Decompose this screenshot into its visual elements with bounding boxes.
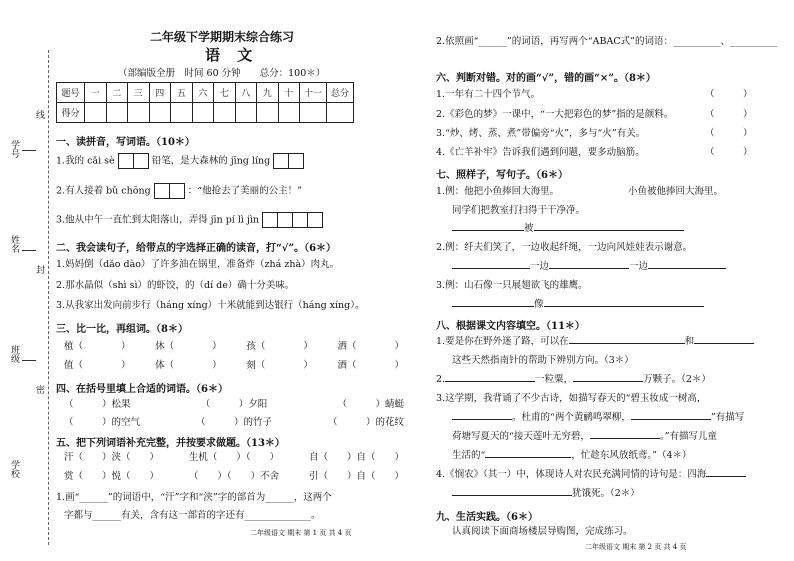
section-1-q2	[56, 183, 302, 199]
blank[interactable]	[573, 381, 643, 382]
binding-line	[48, 50, 49, 545]
pinyin-grid[interactable]	[262, 212, 323, 228]
fill-q1-cont: 这些天然指南针的帮助下辨别方向。（3＊）	[452, 355, 634, 366]
score-header-cell: 十一	[300, 83, 327, 103]
section-1-title: 一、读拼音，写词语。（10＊）	[56, 137, 195, 148]
score-header-cell: 十	[278, 83, 300, 103]
fill-phrase[interactable]: （ ）蜻蜓	[337, 399, 404, 410]
fill-q2-text-b: 万颗子。（2＊）	[643, 374, 711, 385]
keyword-bei: 被	[524, 223, 534, 234]
score-label-cell: 得分	[57, 103, 85, 123]
fill-q4-text-b: 犹饿死。（2＊）	[572, 488, 640, 499]
side-underline	[22, 150, 36, 151]
blank[interactable]	[590, 438, 660, 439]
fill-q2	[436, 374, 711, 386]
page-title: 二年级下学期期末综合练习	[150, 30, 295, 44]
example-3: 3.例：山石像一只展翅欲飞的雄鹰。	[436, 280, 588, 291]
keyword-xiang: 像	[534, 299, 544, 310]
fill-phrase[interactable]: （ ）松果	[64, 399, 131, 410]
score-cell[interactable]	[85, 103, 107, 123]
section-7-title: 七、照样子，写句子。（6＊）	[436, 170, 568, 181]
pinyin-grid[interactable]	[154, 183, 185, 199]
section-9-instruction: 认真阅读下面商场楼层导购图，完成练习。	[452, 526, 633, 537]
fill-q4-line2	[452, 488, 640, 500]
score-header-cell: 八	[235, 83, 257, 103]
score-header-cell: 一	[85, 83, 107, 103]
score-header-cell: 二	[106, 83, 128, 103]
section-2-q3: 3.从我家出发向前步行（háng xíng）十米就能到达银行（háng xíng）。	[56, 300, 365, 311]
score-row-points	[57, 103, 354, 123]
fill-q1	[436, 336, 754, 348]
example-1-answer[interactable]	[452, 223, 684, 235]
score-cell[interactable]	[327, 103, 354, 123]
section-5-title: 五、把下列词语补充完整，并按要求做题。（13＊）	[56, 438, 285, 449]
judge-item: 1.一年有二十四个节气。	[436, 89, 541, 100]
section-3-row-1	[64, 341, 404, 353]
fill-phrase[interactable]: （ ）的花纹	[327, 417, 404, 428]
fill-q3-text-c: ”有描写	[710, 412, 745, 423]
judge-answer[interactable]: （ ）	[705, 109, 753, 120]
section-4-title: 四、在括号里填上合适的词语。（6＊）	[56, 384, 228, 395]
blank[interactable]	[445, 381, 535, 382]
fill-q3: 3.这学期，我背诵了不少古诗，如描写春天的“碧玉妆成一树高，	[436, 393, 707, 404]
section-8-title: 八、根据课文内容填空。（11＊）	[436, 321, 585, 332]
blank[interactable]	[452, 495, 572, 496]
side-underline	[22, 360, 36, 361]
section-5-row-1	[64, 452, 404, 464]
score-cell[interactable]	[192, 103, 214, 123]
section-2-q2: 2.那水晶似（shì sì）的虾饺，的（dí de）确十分美味。	[56, 280, 295, 291]
pinyin-grid[interactable]	[118, 153, 149, 169]
seal-char-mi: 密	[34, 385, 44, 394]
fill-q3-text-e: 。”有描写儿童	[659, 431, 717, 442]
fill-q4-text: 4.《悯农》（其一）中，体现诗人对农民充满同情的诗句是：四海	[436, 469, 707, 480]
label-school: 学校	[9, 460, 19, 478]
fill-phrase[interactable]: （ ）的竹子	[195, 417, 272, 428]
score-header-cell: 七	[214, 83, 236, 103]
section-5-q1-cont: 字都与______有关，含有这一部首的字还有______________。	[64, 510, 321, 521]
label-student-id: 学号	[9, 140, 19, 158]
word-pair[interactable]: 酒（ ）	[337, 360, 404, 371]
side-underline	[22, 250, 36, 251]
example-3-answer[interactable]	[452, 299, 704, 311]
judge-answer[interactable]: （ ）	[705, 89, 753, 100]
word-pair[interactable]: 植（ ）	[64, 341, 131, 352]
blank[interactable]	[627, 343, 685, 344]
q3-text-a: 3.他从中午一直忙到太阳落山，弄得 jīn pí lì jìn	[56, 214, 260, 226]
blank[interactable]	[485, 457, 571, 458]
keyword-yibian: 一边	[629, 261, 649, 272]
score-cell[interactable]	[235, 103, 257, 123]
fill-q3-text-b: 。杜甫的“两个黄鹂鸣翠柳，	[512, 412, 631, 423]
blank[interactable]	[452, 419, 512, 420]
fill-q2-text: 一粒粟，	[535, 374, 574, 385]
idiom-fill[interactable]: 引（ ）自（ ）	[308, 471, 404, 482]
word-pair[interactable]: 体（ ）	[155, 360, 222, 371]
seal-char-xian: 线	[34, 110, 44, 119]
fill-q3-text-d: 荷塘写夏天的“接天莲叶无穷碧，	[452, 431, 590, 442]
pinyin-grid[interactable]	[273, 153, 304, 169]
score-header-cell: 题号	[57, 83, 85, 103]
word-pair[interactable]: 刻（ ）	[246, 360, 313, 371]
score-header-cell: 九	[257, 83, 279, 103]
idiom-fill[interactable]: 自（ ）自（ ）	[308, 452, 404, 463]
word-pair[interactable]: 休（ ）	[155, 341, 222, 352]
example-2-answer[interactable]	[452, 261, 726, 273]
section-6-title: 六、判断对错。对的画“√”，错的画“×”。（8＊）	[436, 73, 656, 84]
section-5-row-2	[64, 471, 404, 483]
fill-phrase[interactable]: （ ）的空气	[64, 417, 141, 428]
score-header-cell: 四	[149, 83, 171, 103]
idiom-fill[interactable]: （ ）（ ）不舍	[188, 471, 280, 482]
section-4-row-1	[64, 399, 404, 411]
fill-q3-text-g: ，忙趁东风放纸鸢。”（4＊）	[571, 450, 692, 461]
fill-q2-num: 2.	[436, 374, 446, 385]
footer-right: 二年级语文 期末 第 2 页 共 4 页	[585, 543, 687, 551]
judge-item: 4.《亡羊补牢》告诉我们遇到问题，要多动脑筋。	[436, 147, 645, 158]
idiom-fill[interactable]: 赏（ ）悦（ ）	[64, 471, 160, 482]
blank[interactable]	[631, 419, 711, 420]
idiom-fill[interactable]: 生机（ ）（ ）	[188, 452, 280, 463]
judge-item: 3.“炒、烤、蒸、煮”带偏旁“火”，多与“火”有关。	[436, 128, 646, 139]
label-class: 班级	[9, 345, 19, 363]
section-9-title: 九、生活实践。（6＊）	[436, 512, 538, 523]
section-1-q1	[56, 153, 304, 169]
score-cell[interactable]	[128, 103, 150, 123]
section-5-q1: 1.画“______”的词语中，“汗”字和“浃”字的部首为______，这两个	[56, 492, 332, 503]
section-2-q1: 1.妈妈倒（dǎo dào）了许多油在锅里，准备炸（zhá zhà）肉丸。	[56, 259, 340, 270]
section-3-row-2	[64, 360, 404, 372]
score-header-cell: 五	[171, 83, 193, 103]
right-q2: 2.依照画“______”的词语，再写两个“ABAC式”的词语：__________、__________	[436, 36, 778, 47]
blank[interactable]	[706, 476, 746, 477]
subject-title: 语 文	[205, 46, 259, 64]
q2-text-b: ：“他抢去了美丽的公主！”	[187, 185, 302, 197]
judge-answer[interactable]: （ ）	[705, 147, 753, 158]
idiom-fill[interactable]: 汗（ ）浃（ ）	[64, 452, 160, 463]
blank[interactable]	[569, 343, 627, 344]
q2-text-a: 2.有人接着 bǔ chōng	[56, 185, 151, 197]
score-table	[56, 82, 354, 123]
fill-q3-line2	[452, 412, 744, 424]
keyword-yibian: 一边	[530, 261, 550, 272]
section-4-row-2	[64, 417, 404, 429]
score-header-cell: 六	[192, 83, 214, 103]
score-cell[interactable]	[171, 103, 193, 123]
example-1-prompt: 同学们把教室打扫得干干净净。	[452, 205, 586, 216]
exam-info: （部编版全册 时间 60 分钟 总分：100＊）	[118, 68, 326, 79]
fill-phrase[interactable]: （ ）夕阳	[200, 399, 268, 410]
word-pair[interactable]: 值（ ）	[64, 360, 131, 371]
q1-text-a: 1.我的 cǎi sè	[56, 155, 115, 167]
score-cell[interactable]	[257, 103, 279, 123]
word-pair[interactable]: 洒（ ）	[337, 341, 404, 352]
example-1-result: 小鱼被他捧回大海里。	[628, 186, 724, 197]
score-cell[interactable]	[278, 103, 300, 123]
score-row-questions	[57, 83, 354, 103]
section-1-q3	[56, 212, 323, 228]
fill-q3-text-f: 生活的“	[452, 450, 486, 461]
score-cell[interactable]	[214, 103, 236, 123]
section-2-title: 二、我会读句子，给带点的字选择正确的读音，打“√”。（6＊）	[56, 243, 337, 254]
score-header-cell: 三	[128, 83, 150, 103]
footer-left: 二年级语文 期末 第 1 页 共 4 页	[250, 529, 352, 537]
blank[interactable]	[694, 343, 754, 344]
score-header-cell: 总分	[327, 83, 354, 103]
fill-q3-line4	[452, 450, 692, 462]
score-cell[interactable]	[149, 103, 171, 123]
fill-q1-and: 和	[684, 336, 695, 347]
score-cell[interactable]	[106, 103, 128, 123]
q1-text-b: 铅笔，是大森林的 jīng líng	[151, 155, 271, 167]
example-2: 2.例：纤夫们笑了，一边收起纤绳，一边向风娃娃表示谢意。	[436, 242, 693, 253]
word-pair[interactable]: 孩（ ）	[246, 341, 313, 352]
section-3-title: 三、比一比，再组词。（8＊）	[56, 324, 188, 335]
score-cell[interactable]	[300, 103, 327, 123]
label-name: 姓名	[9, 235, 19, 253]
fill-q3-line3	[452, 431, 717, 443]
judge-answer[interactable]: （ ）	[705, 128, 753, 139]
fill-q1-text: 1.要是你在野外迷了路，可以在	[436, 336, 569, 347]
example-1: 1.例：他把小鱼捧回大海里。	[436, 186, 560, 197]
judge-item: 2.《彩色的梦》一课中，“一大把彩色的梦”指的是颜料。	[436, 109, 674, 120]
fill-q4	[436, 469, 746, 481]
seal-char-feng: 封	[34, 265, 44, 274]
